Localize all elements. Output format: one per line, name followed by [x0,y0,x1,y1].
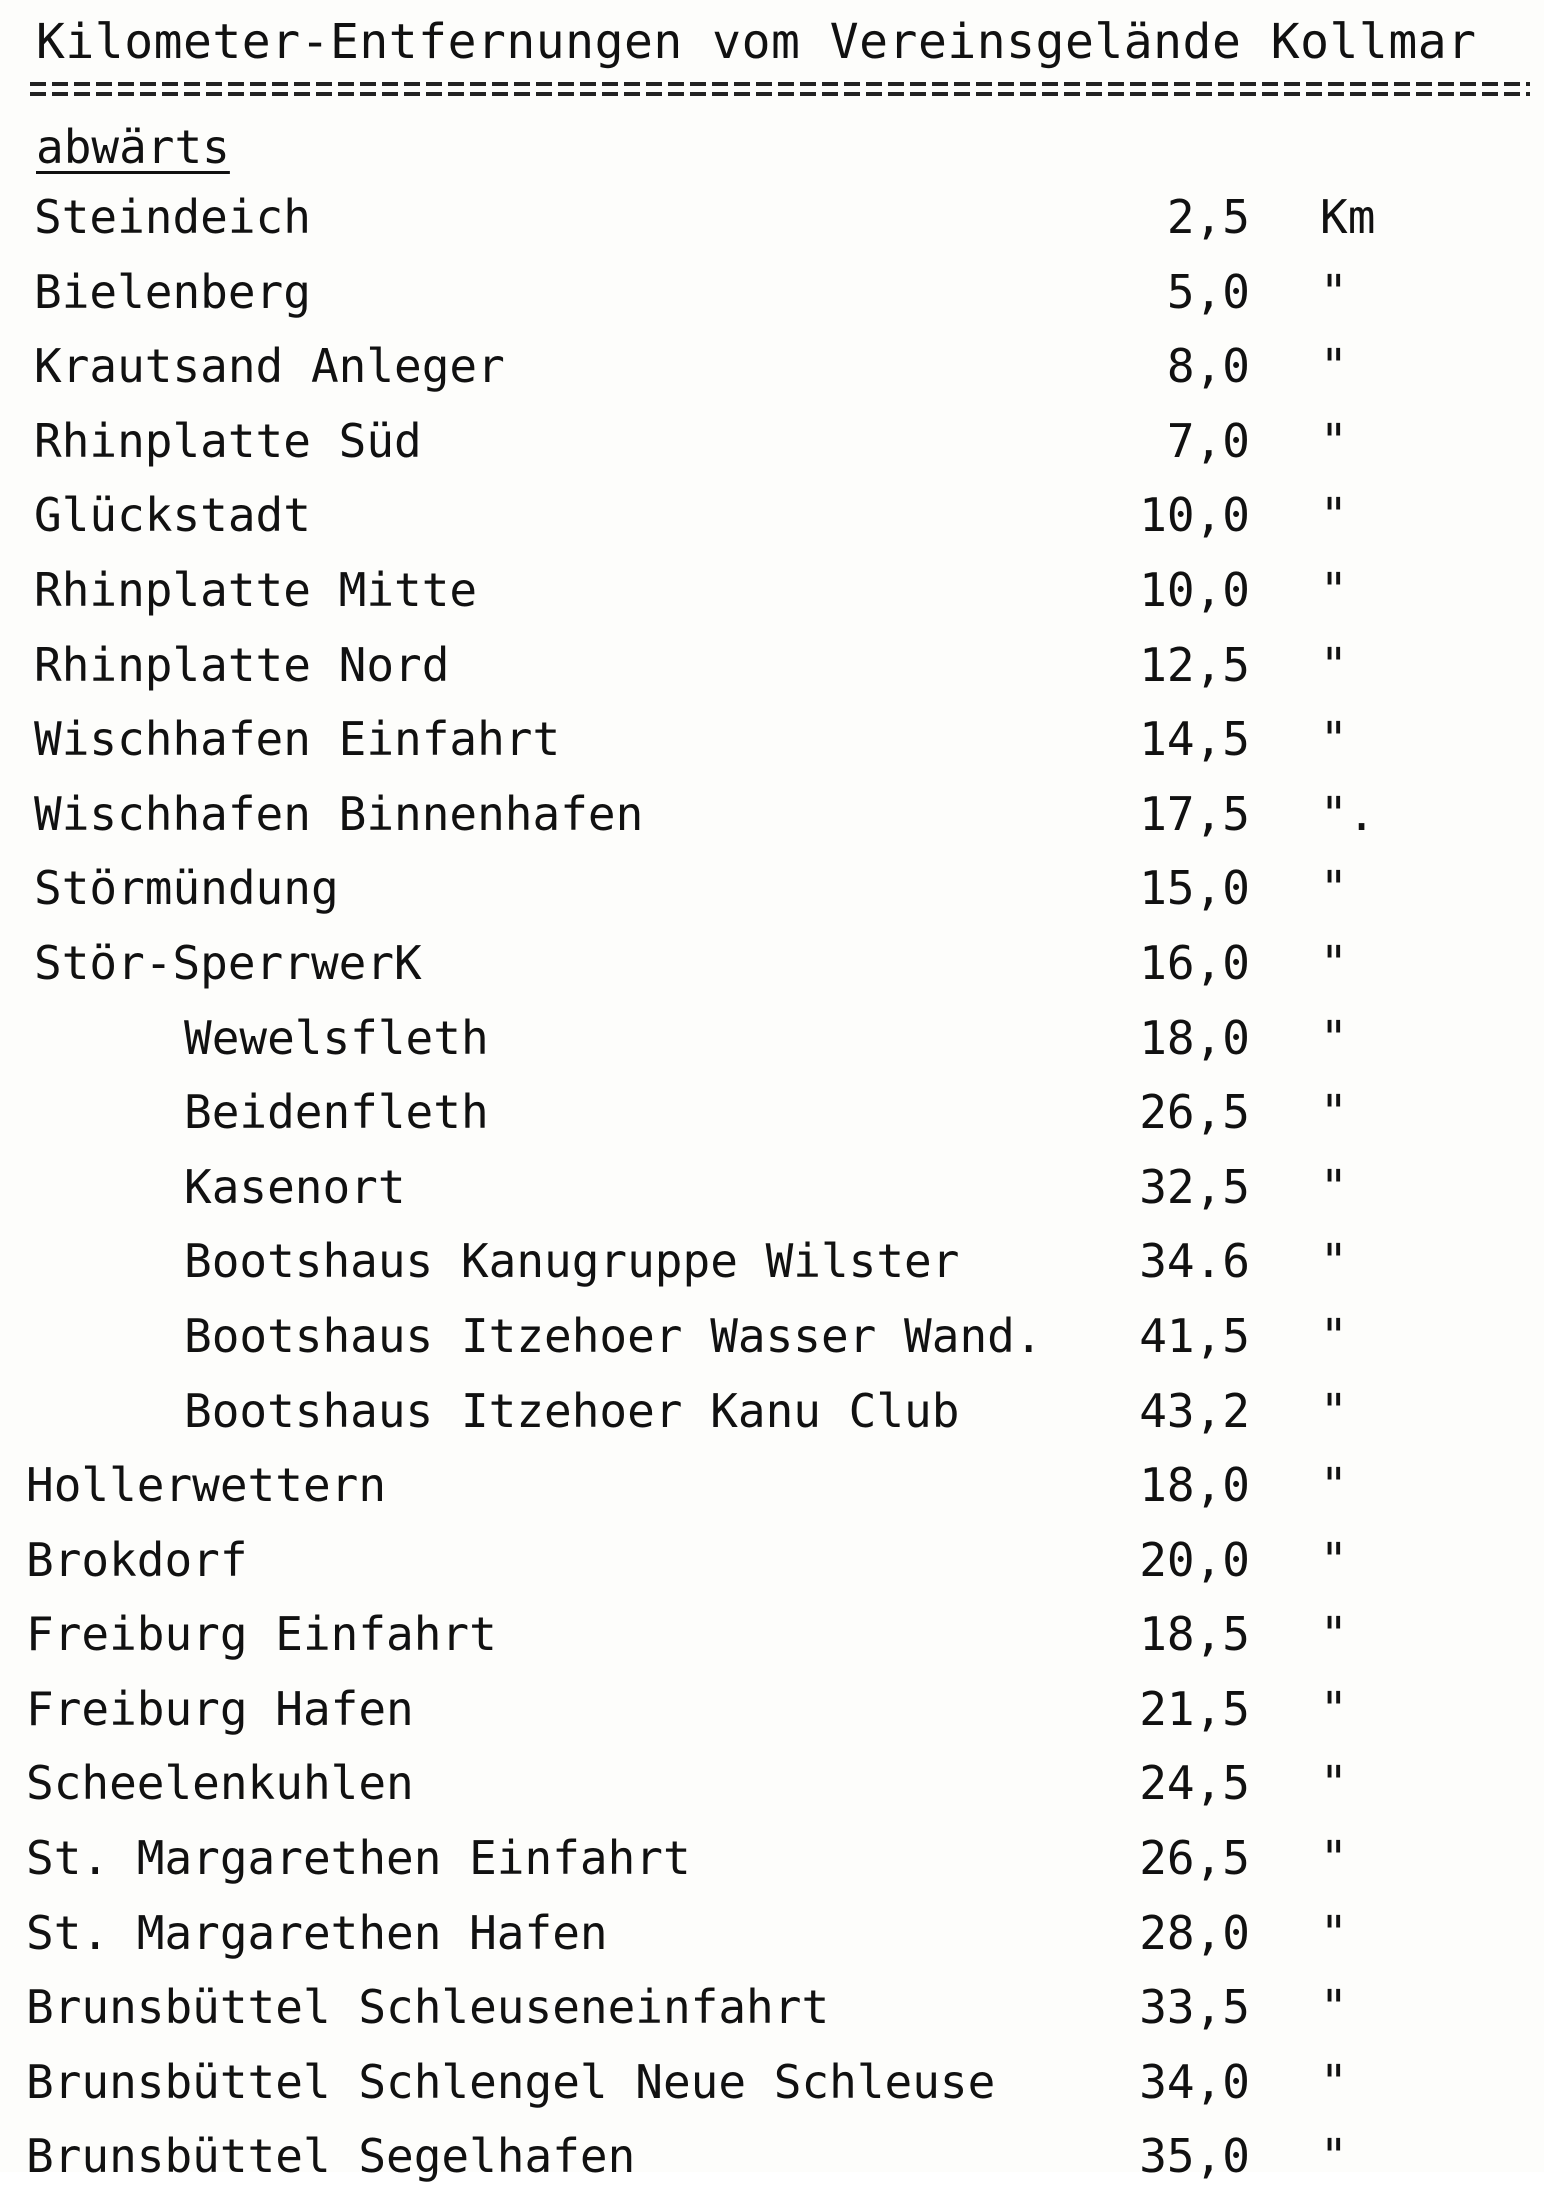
distance-unit: " [1320,1308,1348,1363]
distance-row-indented [0,1079,1544,1154]
distance-value: 8,0 [1166,339,1250,394]
place-name: Rhinplatte Nord [34,637,450,692]
place-name: Freiburg Hafen [26,1681,414,1736]
place-name: Wischhafen Binnenhafen [34,786,644,841]
distance-row [0,1900,1544,1975]
place-name: Brunsbüttel Schleuseneinfahrt [26,1980,830,2035]
distance-unit: " [1320,1383,1348,1438]
distance-row [0,333,1544,408]
place-name: Steindeich [34,190,311,244]
distance-value: 34,0 [1139,2054,1250,2109]
distance-value: 28,0 [1139,1905,1250,1960]
place-name: Bootshaus Itzehoer Wasser Wand. [184,1308,1043,1363]
distance-value: 10,0 [1139,488,1250,543]
distance-unit: " [1320,1831,1348,1886]
place-name: Bielenberg [34,264,311,319]
distance-row-indented [0,1005,1544,1080]
distance-unit: " [1320,1607,1348,1662]
distance-unit: " [1320,1234,1348,1289]
distance-row [0,930,1544,1005]
distance-value: 7,0 [1166,413,1250,468]
distance-value: 16,0 [1139,935,1250,990]
place-name: Bootshaus Itzehoer Kanu Club [184,1383,960,1438]
distance-row [0,1452,1544,1527]
distance-unit: " [1320,1756,1348,1811]
distance-row [0,706,1544,781]
place-name: Glückstadt [34,488,311,543]
distance-unit: " [1320,2129,1348,2184]
section-heading: abwärts [36,120,230,174]
distance-value: 21,5 [1139,1681,1250,1736]
place-name: Freiburg Einfahrt [26,1607,497,1662]
distance-row [0,408,1544,483]
distance-row [0,632,1544,707]
place-name: Wischhafen Einfahrt [34,712,561,767]
place-name: Wewelsfleth [184,1010,489,1065]
distance-row [0,1825,1544,1900]
distance-row [0,184,1544,259]
distance-value: 26,5 [1139,1085,1250,1140]
place-name: Krautsand Anleger [34,339,505,394]
distance-unit: " [1320,712,1348,767]
distance-unit: " [1320,1085,1348,1140]
distance-row [0,2123,1544,2198]
place-name: Bootshaus Kanugruppe Wilster [184,1234,960,1289]
distance-unit: " [1320,1458,1348,1513]
distance-row [0,1601,1544,1676]
place-name: St. Margarethen Hafen [26,1905,608,1960]
distance-row [0,259,1544,334]
place-name: Rhinplatte Süd [34,413,422,468]
place-name: Scheelenkuhlen [26,1756,414,1811]
place-name: Hollerwettern [26,1458,387,1513]
distance-unit: " [1320,1681,1348,1736]
distance-unit: " [1320,488,1348,543]
distance-row [0,482,1544,557]
distance-unit: " [1320,264,1348,319]
distance-value: 18,0 [1139,1010,1250,1065]
distance-value: 17,5 [1139,786,1250,841]
place-name: Beidenfleth [184,1085,489,1140]
place-name: Stör-SperrwerK [34,935,422,990]
distance-row [0,557,1544,632]
distance-value: 2,5 [1166,190,1250,244]
distance-value: 41,5 [1139,1308,1250,1363]
place-name: Brunsbüttel Schlengel Neue Schleuse [26,2054,996,2109]
distance-value: 15,0 [1139,861,1250,916]
distance-value: 20,0 [1139,1532,1250,1587]
distance-row-indented [0,1154,1544,1229]
distance-row [0,1974,1544,2049]
place-name: Rhinplatte Mitte [34,562,478,617]
distance-row-indented [0,1228,1544,1303]
distance-value: 14,5 [1139,712,1250,767]
distance-value: 18,5 [1139,1607,1250,1662]
place-name: St. Margarethen Einfahrt [26,1831,691,1886]
place-name: Kasenort [184,1159,406,1214]
distance-row [0,781,1544,856]
distance-unit: " [1320,637,1348,692]
distance-value: 26,5 [1139,1831,1250,1886]
distance-value: 43,2 [1139,1383,1250,1438]
distance-row [0,1527,1544,1602]
distance-row [0,1676,1544,1751]
document-title: Kilometer-Entfernungen vom Vereinsgelände Kollmar [36,14,1477,70]
distance-value: 24,5 [1139,1756,1250,1811]
distance-unit: " [1320,2054,1348,2109]
distance-unit: " [1320,1980,1348,2035]
distance-value: 10,0 [1139,562,1250,617]
distance-value: 33,5 [1139,1980,1250,2035]
distance-list [0,184,1544,2198]
distance-unit: " [1320,339,1348,394]
distance-unit: " [1320,1905,1348,1960]
distance-value: 12,5 [1139,637,1250,692]
double-dashed-rule [30,82,1530,98]
distance-row [0,1750,1544,1825]
distance-unit: " [1320,1532,1348,1587]
distance-row [0,855,1544,930]
distance-unit: " [1320,413,1348,468]
distance-unit: " [1320,562,1348,617]
distance-value: 32,5 [1139,1159,1250,1214]
distance-unit: Km [1320,190,1376,244]
distance-row-indented [0,1303,1544,1378]
distance-unit: " [1320,1010,1348,1065]
distance-value: 5,0 [1166,264,1250,319]
distance-unit: " [1320,935,1348,990]
distance-unit: " [1320,861,1348,916]
place-name: Brokdorf [26,1532,248,1587]
distance-value: 35,0 [1139,2129,1250,2184]
distance-row-indented [0,1378,1544,1453]
place-name: Störmündung [34,861,339,916]
distance-unit: ". [1320,786,1376,841]
place-name: Brunsbüttel Segelhafen [26,2129,636,2184]
distance-value: 18,0 [1139,1458,1250,1513]
distance-value: 34.6 [1139,1234,1250,1289]
distance-unit: " [1320,1159,1348,1214]
distance-row [0,2049,1544,2124]
